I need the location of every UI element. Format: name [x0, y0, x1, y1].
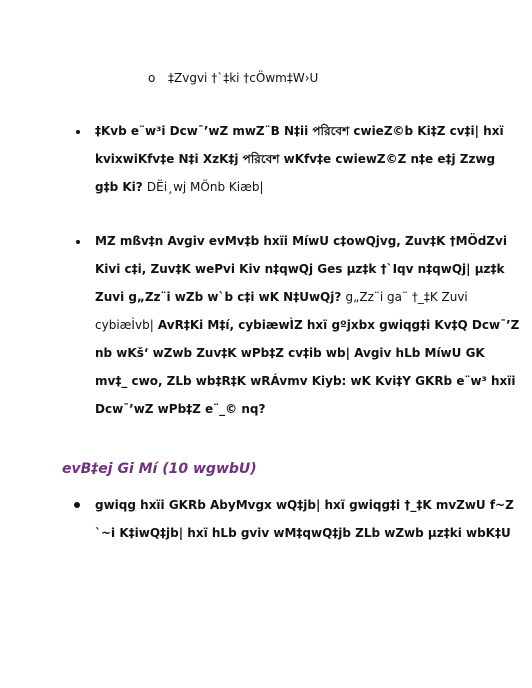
bullet-2-line-4-start: cybiæÌvb| — [95, 318, 154, 332]
bullet-1-line-3 — [95, 179, 264, 195]
bullet-2-question: Zuvi g„Zz¨i wZb w`b c‡i wK N‡UwQj? — [95, 290, 342, 304]
bullet-2-line-4-rest: AvR‡Ki M‡í, cybiæwÌZ hxï gºjxbx gwiqg‡i Kv‡Q Dcw¯’Z — [157, 318, 520, 332]
sub-list-marker: o — [148, 71, 156, 85]
bullet-1-tail: DËi¸wj MÖnb Kiæb| — [146, 180, 264, 194]
bullet-3-line-1: gwiqg hxïi GKRb AbyMvgx wQ‡jb| hxï gwiqg‡i †_‡K mvZwU f~Z — [95, 498, 514, 512]
bullet-1-line-1: ‡Kvb e¨w³i Dcw¯’wZ mwZ¨B N‡ii পরিবেশ cwieZ©b Ki‡Z cv‡i| hxï — [95, 124, 504, 138]
bullet-2-line-1: MZ mßv‡n Avgiv evMv‡b hxïi MíwU c‡owQjvg, Zuv‡K †MÖdZvi — [95, 234, 507, 248]
bullet-marker — [76, 240, 80, 244]
bullet-1-line-2: kvixwiKfv‡e N‡i XzK‡j পরিবেশ wKfv‡e cwiewZ©Z n‡e e‡j Zzwg — [95, 152, 496, 166]
bullet-2-line-3 — [95, 289, 468, 305]
bullet-2-line-7: Dcw¯’wZ wPb‡Z e¨_© nq? — [95, 402, 266, 416]
bullet-2-line-2: Kivi c‡i, Zuv‡K wePvi Kiv n‡qwQj Ges µz‡k †`Iqv n‡qwQj| µz‡k — [95, 262, 505, 276]
section-heading: evB‡ej Gi Mí (10 wgwbU) — [62, 461, 257, 477]
sub-list-item: ‡Zvgvi †`‡ki †cÖwm‡W›U — [168, 71, 319, 85]
bullet-marker — [76, 130, 80, 134]
bullet-2-line-5: nb wKš‘ wZwb Zuv‡K wPb‡Z cv‡ib wb| Avgiv hLb MíwU GK — [95, 346, 485, 360]
bullet-3-line-2: `~i K‡iwQ‡jb| hxï hLb gviv wM‡qwQ‡jb ZLb wZwb µz‡ki wbK‡U — [95, 526, 511, 540]
bullet-2-line-3-tail: g„Zz¨i ga¨ †_‡K Zuvi — [345, 290, 468, 304]
bullet-2-line-6: mv‡_ cwo, ZLb wb‡R‡K wRÁvmv Kiyb: wK Kvi‡Y GKRb e¨w³ hxïi — [95, 374, 516, 388]
bullet-1-question: g‡b Ki? — [95, 180, 143, 194]
bullet-2-line-4 — [95, 317, 519, 333]
bullet-marker — [74, 502, 80, 508]
